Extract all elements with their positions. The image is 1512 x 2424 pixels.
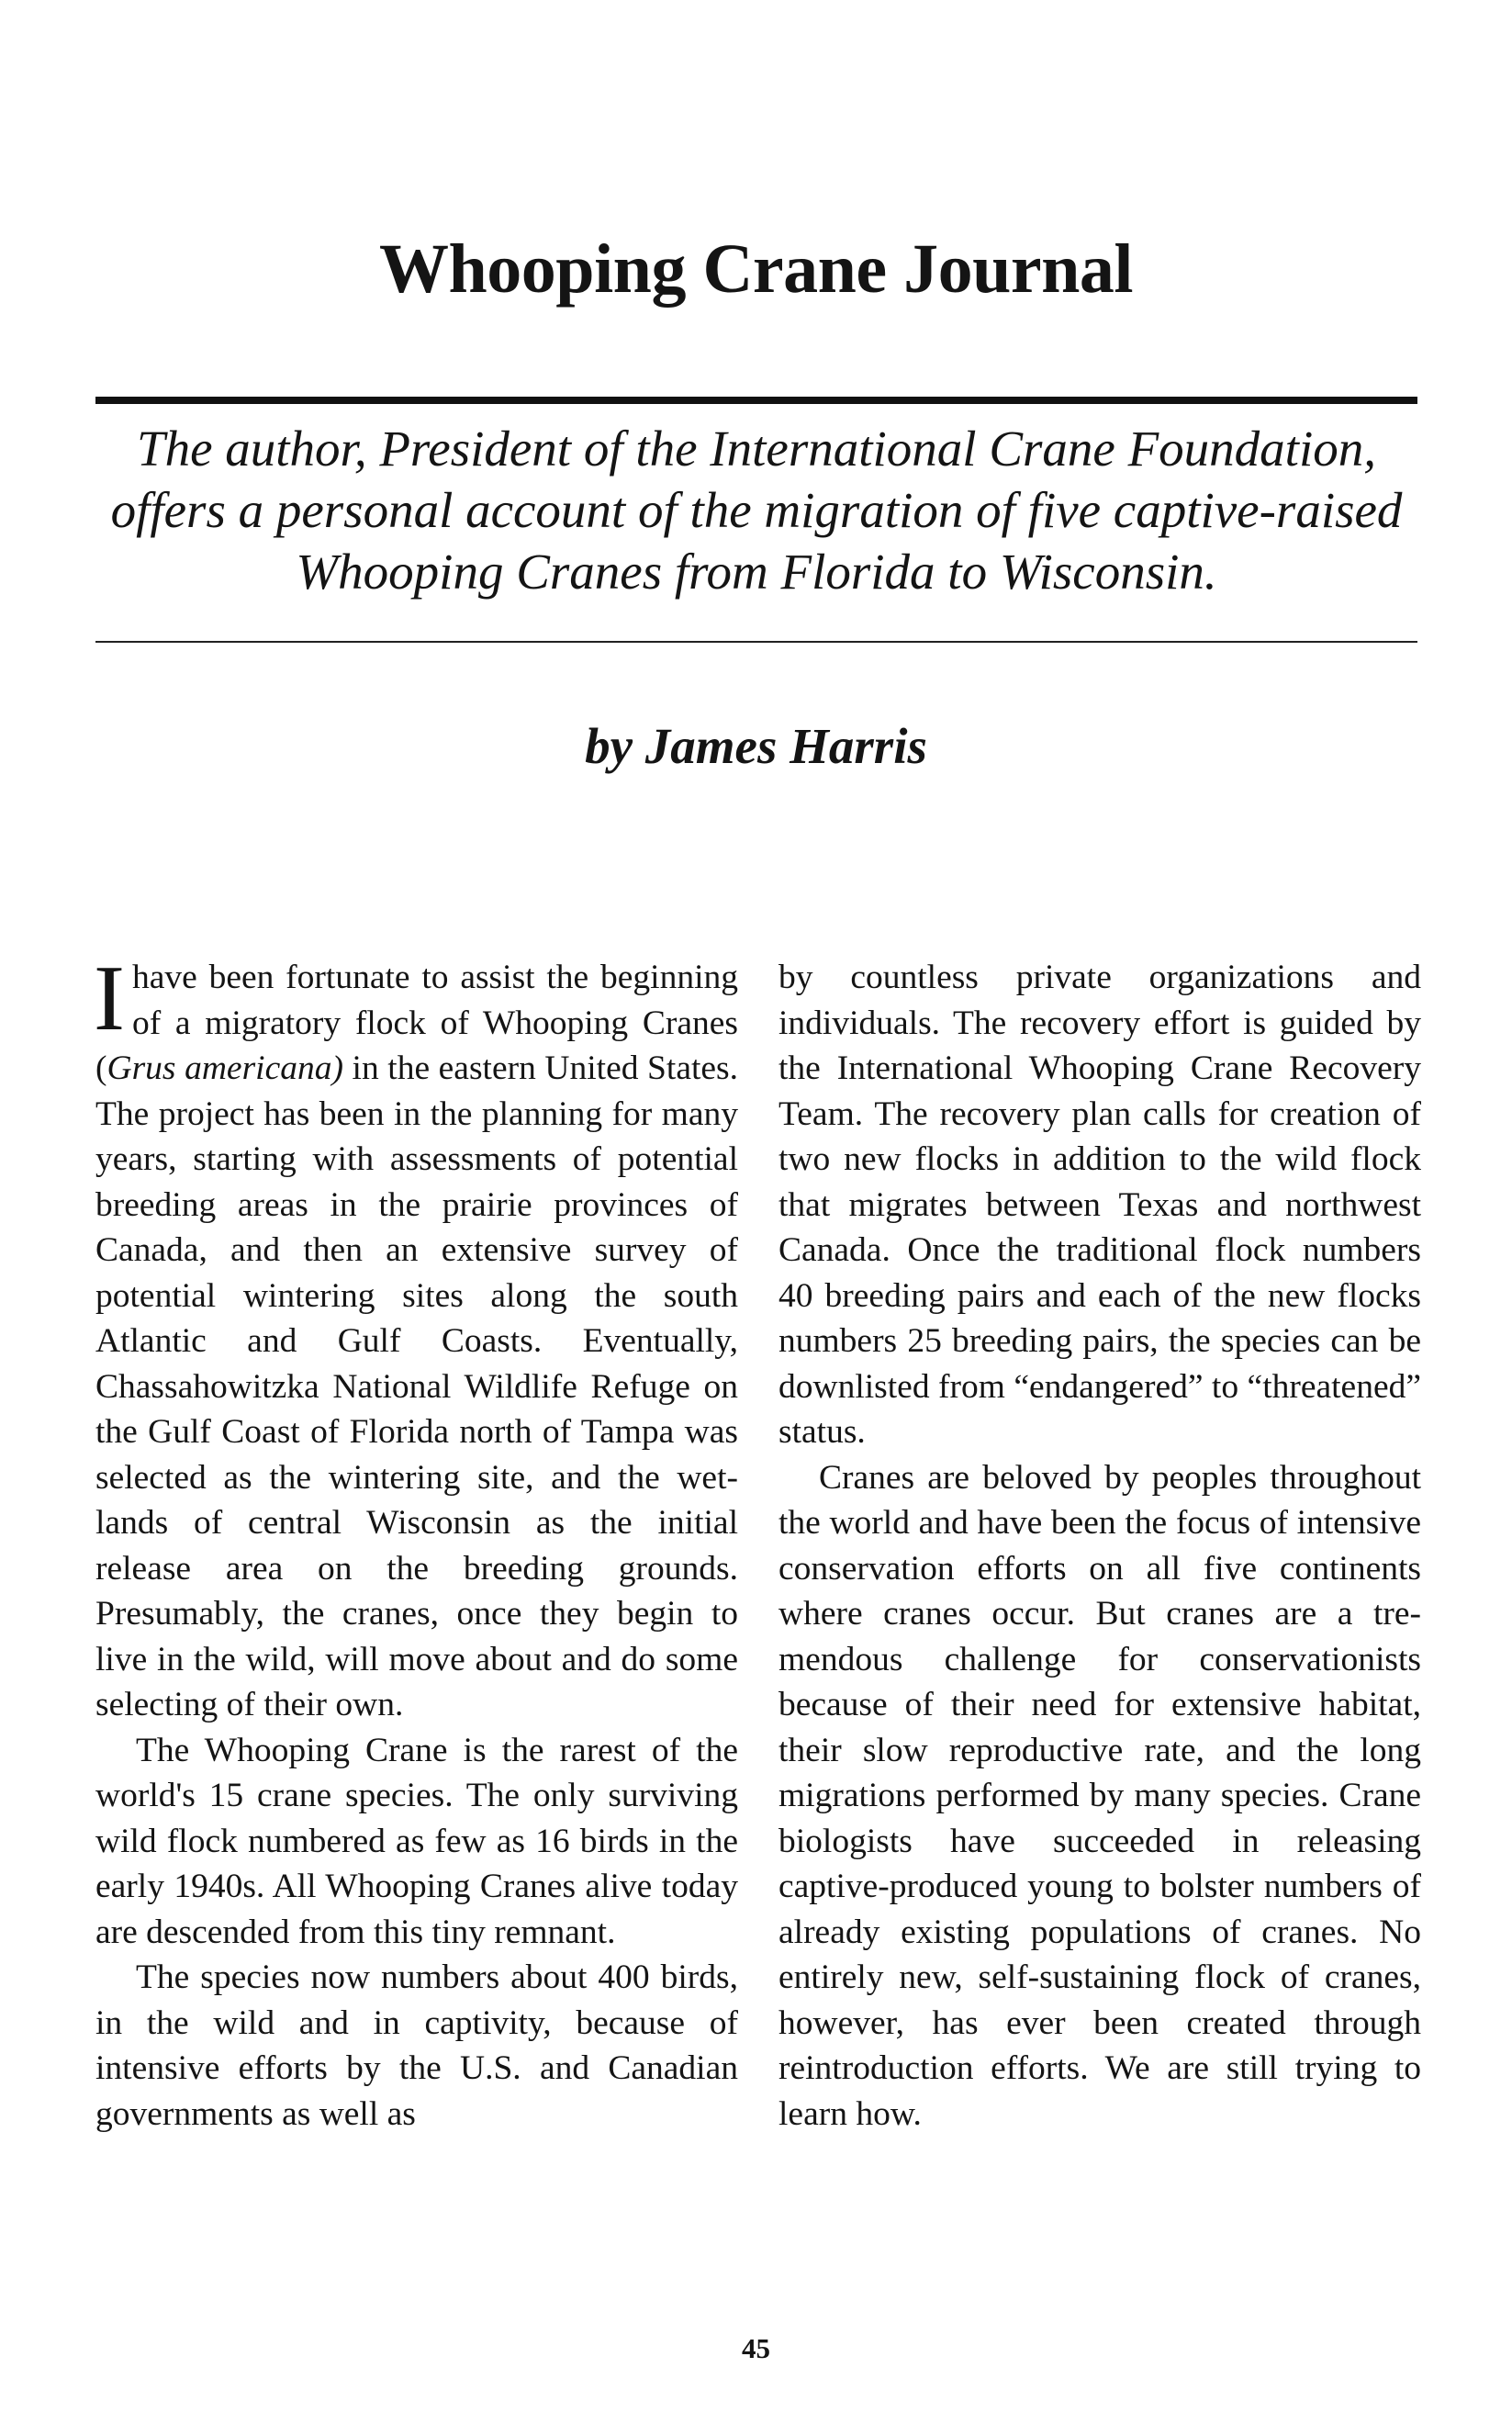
article-title: Whooping Crane Journal xyxy=(379,230,1133,308)
paragraph: by countless private organizations and individuals. The recovery effort is guided by the International Whooping Crane Recovery Team. The recovery plan calls for creation of two new flocks in addition to the wild flock that migrates between Texas and northwest Canada. Once the traditional flock numbers 40 breeding pairs and each of the new flocks numbers 25 breeding pairs, the species can be downlisted from “endangered” to “threatened” status. xyxy=(778,959,1421,1451)
deck-rule xyxy=(95,641,1417,643)
drop-cap: I xyxy=(94,947,125,1050)
paragraph-text: in the eastern United States. The project has been in the planning for many years, starting with assessments of potential breeding areas in the prairie provinces of Canada, and then an extensive survey of potential wintering sites along the south Atlantic and Gulf Coasts. Eventually, Chassahowitzka National Wildlife Refuge on the Gulf Coast of Florida north of Tampa was selected as the wintering site, and the wetlands of central Wisconsin as the initial release area on the breeding grounds. Presumably, the cranes, once they begin to live in the wild, will move about and do some selecting of their own. xyxy=(95,1049,738,1723)
paragraph: The Whooping Crane is the rarest of the world's 15 crane species. The only surviving wild flock numbered as few as 16 birds in the early 1940s. All Whooping Cranes alive today are descended from this tiny remnant. xyxy=(95,1731,738,1951)
species-name: Grus americana) xyxy=(106,1049,343,1087)
page-number: 45 xyxy=(742,2332,770,2364)
article-deck: The author, President of the International Crane Foundation, offers a personal account of the migration of five captive-raised Whooping Cranes from Florida to Wisconsin. xyxy=(110,421,1403,600)
paragraph: Cranes are beloved by peoples throughout the world and have been the focus of intensive conservation efforts on all five continents where cranes occur. But cranes are a tremendous challenge for conservationists because of their need for extensive habitat, their slow reproductive rate, and the long migrations performed by many species. Crane biologists have succeeded in releasing captive-produced young to bolster numbers of already existing populations of cranes. No entirely new, self-sustaining flock of cranes, however, has ever been created through reintroduction efforts. We are still trying to learn how. xyxy=(778,1458,1421,2133)
body-column-left xyxy=(94,947,738,2137)
paragraph-text: have been fortunate to assist the beginning of a migratory flock of Whooping Cranes ( xyxy=(95,959,738,1087)
body-column-right xyxy=(778,955,1421,2137)
paragraph: The species now numbers about 400 birds, in the wild and in captivity, because of intensive efforts by the U.S. and Canadian governments as well as xyxy=(95,1958,738,2133)
article-byline: by James Harris xyxy=(585,718,927,774)
paragraph xyxy=(94,947,738,1728)
title-rule xyxy=(95,397,1417,404)
